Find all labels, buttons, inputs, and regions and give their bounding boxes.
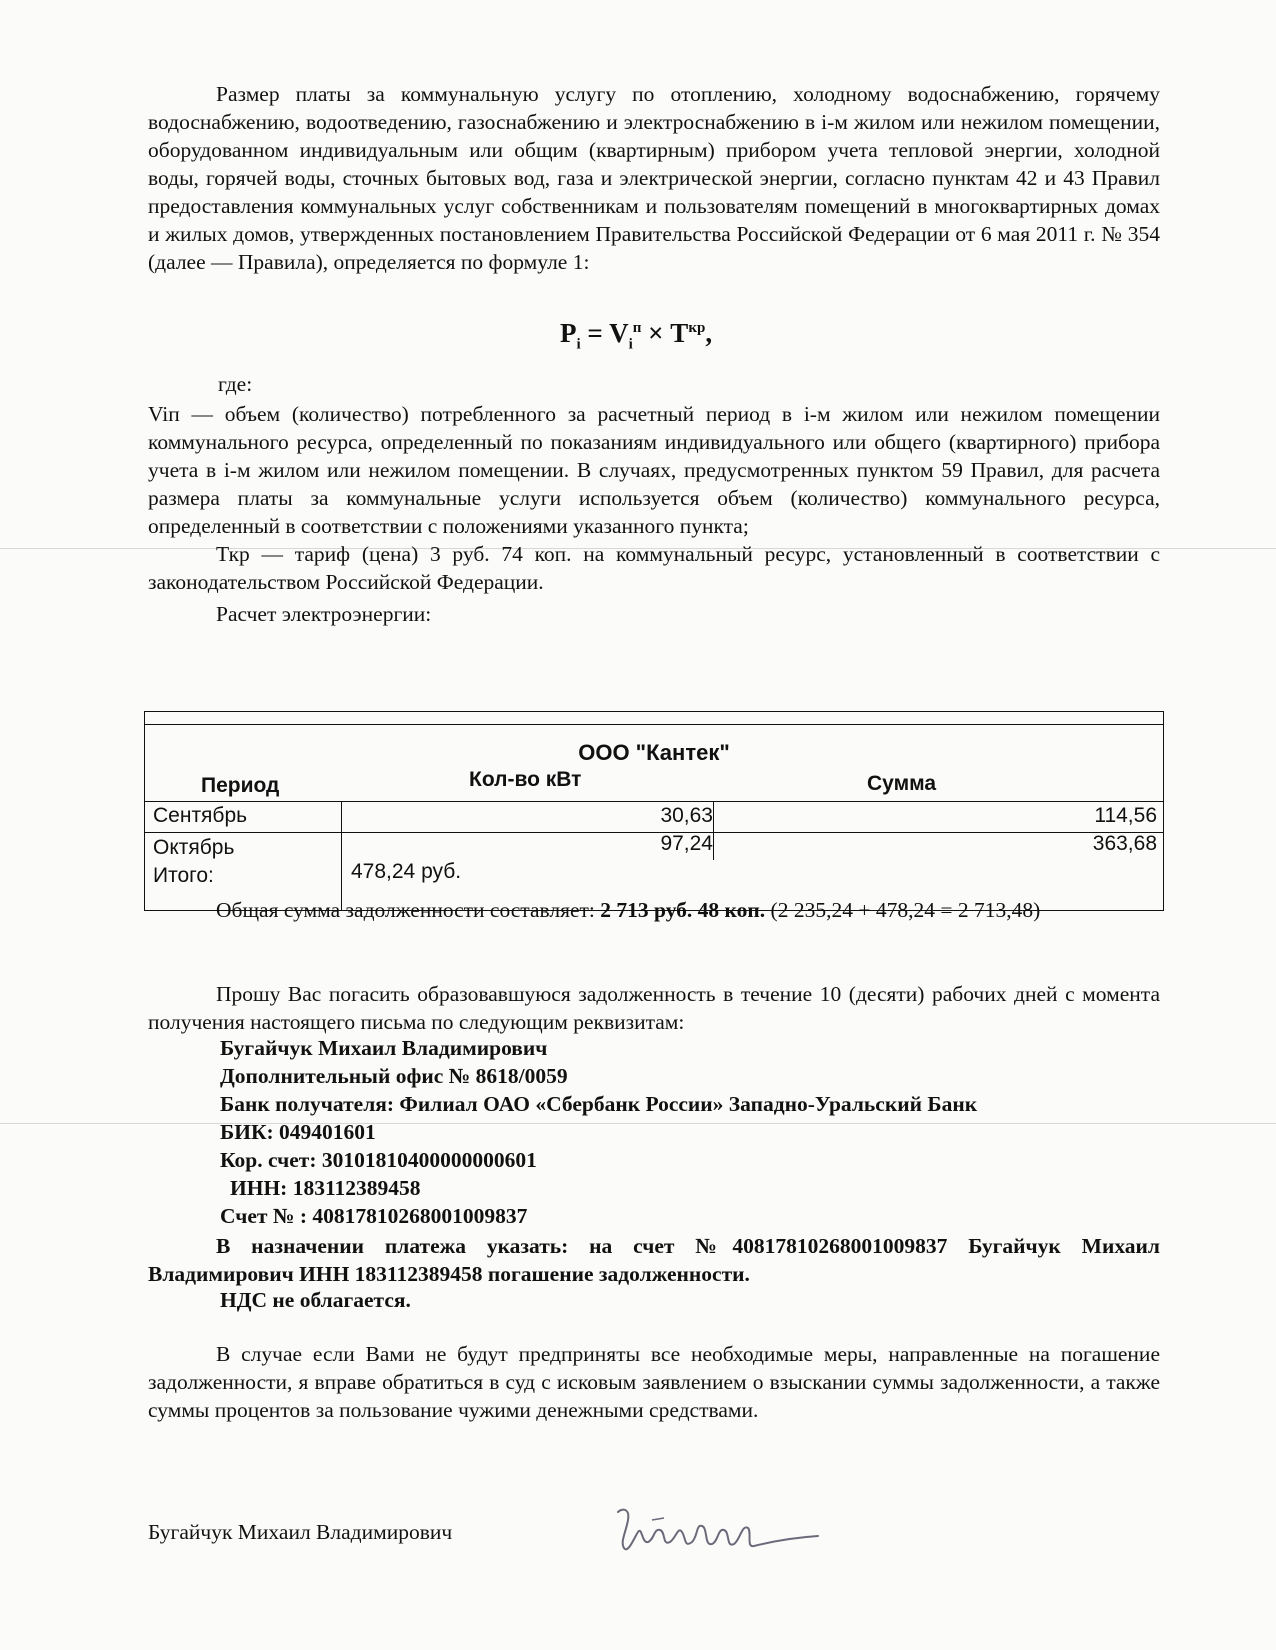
table-rule (145, 724, 1163, 725)
row-sum: 114,56 (1094, 804, 1157, 827)
debt-paragraph: Общая сумма задолженности составляет: 2 713 руб. 48 коп. (2 235,24 + 478,24 = 2 713,48) (216, 898, 1041, 922)
formula: $P_i = V_i^п \times T^{кр}$, (560, 318, 713, 353)
col-header-sum: Сумма (867, 772, 937, 795)
table-company: ООО "Кантек" (578, 740, 730, 765)
table-rule (145, 801, 1163, 802)
req-bank: Банк получателя: Филиал ОАО «Сбербанк России» Западно-Уральский Банк (220, 1092, 978, 1116)
col-header-kwh: Кол-во кВт (469, 768, 582, 791)
req-office: Дополнительный офис № 8618/0059 (220, 1064, 568, 1088)
electricity-table (144, 711, 1164, 911)
table-rule (713, 832, 714, 860)
intro-paragraph: Размер платы за коммунальную услугу по отоплению, холодному водоснабжению, горячему водоснабжению, водоотведению, газоснабжению и электроснабжению в i-м жилом или нежилом помещении, оборудованном индивидуальным или общим (квартирным) прибором учета тепловой энергии, холодной воды, горячей воды, сточных бытовых вод, газа и электрической энергии, согласно пунктам 42 и 43 Правил предоставления коммунальных услуг собственникам и пользователям помещений в многоквартирных домах и жилых домов, утвержденных постановлением Правительства Российской Федерации от 6 мая 2011 г. № 354 (далее — Правила), определяется по формуле 1: (148, 82, 1160, 274)
req-name: Бугайчук Михаил Владимирович (220, 1036, 548, 1060)
handwritten-signature (612, 1498, 822, 1568)
request-paragraph: Прошу Вас погасить образовавшуюся задолженность в течение 10 (десяти) рабочих дней с момента получения настоящего письма по следующим реквизитам: (148, 982, 1160, 1034)
req-inn: ИНН: 183112389458 (230, 1176, 421, 1200)
row-period: Сентябрь (153, 804, 248, 827)
col-header-period: Период (201, 774, 280, 797)
tkr-definition: Ткр — тариф (цена) 3 руб. 74 коп. на коммунальный ресурс, установленный в соответствии с законодательством Российской Федерации. (148, 542, 1160, 594)
total-value: 478,24 руб. (351, 860, 462, 883)
scan-fold-line (0, 1123, 1276, 1124)
row-kwh: 30,63 (660, 804, 713, 827)
vat-note: НДС не облагается. (220, 1288, 411, 1312)
row-kwh: 97,24 (660, 832, 713, 855)
table-rule (341, 801, 342, 910)
row-period: Октябрь (153, 836, 235, 859)
table-rule (145, 832, 1163, 833)
total-label: Итого: (153, 864, 214, 887)
debt-amount: 2 713 руб. 48 коп. (600, 898, 766, 922)
req-account: Счет № : 40817810268001009837 (220, 1204, 528, 1228)
req-corr-account: Кор. счет: 30101810400000000601 (220, 1148, 537, 1172)
table-rule (713, 801, 714, 832)
warning-paragraph: В случае если Вами не будут предприняты все необходимые меры, направленные на погашение задолженности, я вправе обратиться в суд с исковым заявлением о взыскании суммы задолженности, а также суммы процентов за пользование чужими денежными средствами. (148, 1342, 1160, 1422)
calc-title: Расчет электроэнергии: (216, 602, 432, 626)
payment-purpose: В назначении платежа указать: на счет №40817810268001009837 Бугайчук Михаил Владимирович ИНН 183112389458 погашение задолженности. (148, 1234, 1160, 1286)
row-sum: 363,68 (1092, 832, 1157, 855)
vin-definition: Viп — объем (количество) потребленного за расчетный период в i-м жилом или нежилом помещении коммунального ресурса, определенный по показаниям индивидуального или общего (квартирного) прибора учета в i-м жилом или нежилом помещении. В случаях, предусмотренных пунктом 59 Правил, для расчета размера платы за коммунальные услуги используется объем (количество) коммунального ресурса, определенный в соответствии с положениями указанного пункта; (148, 402, 1160, 538)
req-bik: БИК: 049401601 (220, 1120, 376, 1144)
signer-name: Бугайчук Михаил Владимирович (148, 1520, 453, 1544)
where-label: где: (218, 372, 253, 396)
